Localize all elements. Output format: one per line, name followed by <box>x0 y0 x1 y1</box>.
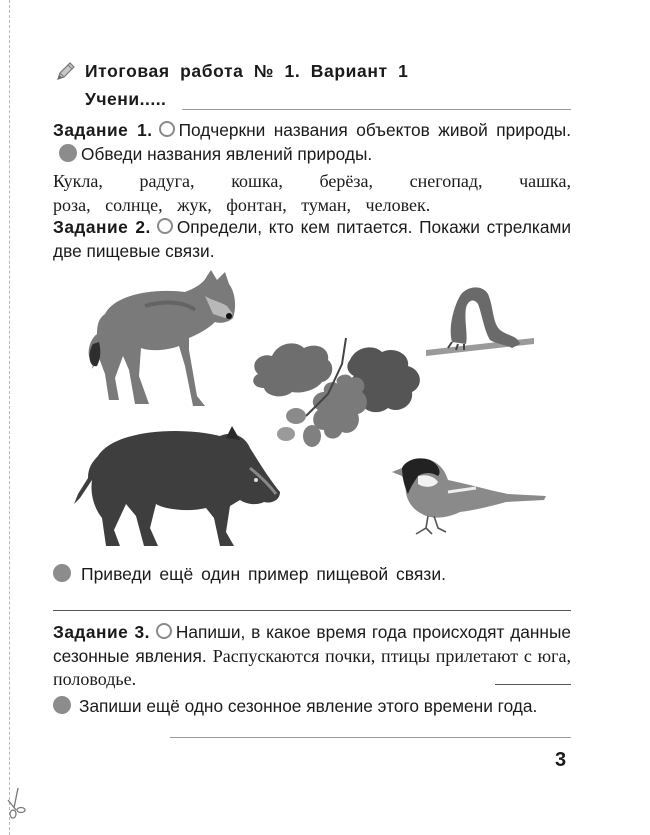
task3-part-b: Запиши ещё одно сезонное явление этого времени года. <box>79 696 538 716</box>
word-list-text[interactable]: Кукла, радуга, кошка, берёза, снегопад, чашка, <box>53 171 571 191</box>
task3-answer-line[interactable] <box>495 684 571 685</box>
wolf-image[interactable] <box>85 266 245 411</box>
word-list-text[interactable]: роза, солнце, жук, фонтан, туман, человек. <box>53 195 431 215</box>
task3-part-b-row <box>53 695 571 719</box>
pencil-icon <box>55 60 77 82</box>
task2-part-b: Приведи ещё один пример пищевой связи. <box>81 564 446 584</box>
student-name-row <box>85 89 571 110</box>
task2-part-b-row <box>53 563 571 587</box>
filled-circle-icon <box>53 564 71 582</box>
task1-part-a: Подчеркни названия объектов живой природы. <box>178 120 571 140</box>
task1-word-list-line1 <box>53 169 571 193</box>
filled-circle-icon <box>53 696 71 714</box>
task3-instructions-line1 <box>53 621 571 692</box>
empty-circle-icon <box>157 218 173 234</box>
scissors-icon <box>4 786 26 822</box>
bird-image[interactable] <box>388 454 548 542</box>
task1-instructions <box>53 119 571 166</box>
wild-boar-image[interactable] <box>70 420 285 555</box>
worksheet-header <box>55 60 408 82</box>
task3-part-a-serif: Распускаются почки, птицы прилетают с юга, половодье. <box>53 645 571 689</box>
task1-label: Задание 1. <box>53 120 153 140</box>
task1-part-b: Обведи названия явлений природы. <box>81 143 373 164</box>
task3-label: Задание 3. <box>53 622 150 642</box>
task2-instructions <box>53 216 571 263</box>
task2-label: Задание 2. <box>53 217 151 237</box>
task1-word-list-line2 <box>53 193 571 217</box>
filled-circle-icon <box>59 144 77 162</box>
caterpillar-image[interactable] <box>426 287 534 356</box>
task3-part-a-sans: Напиши, в какое время года происходят данные сезонные явления. <box>53 622 572 666</box>
task2-part-a: Определи, кто кем питается. Покажи стрелками две пищевые связи. <box>53 217 572 261</box>
page-number: 3 <box>555 749 567 771</box>
task3-extra-answer-line[interactable] <box>170 737 571 738</box>
student-name-field[interactable] <box>182 96 571 110</box>
empty-circle-icon <box>156 623 172 639</box>
cut-dashed-line <box>9 0 10 835</box>
empty-circle-icon <box>159 121 175 137</box>
task2-answer-line[interactable] <box>53 610 571 611</box>
page-title: Итоговая работа № 1. Вариант 1 <box>85 60 409 81</box>
student-label: Учени..... <box>85 89 167 109</box>
